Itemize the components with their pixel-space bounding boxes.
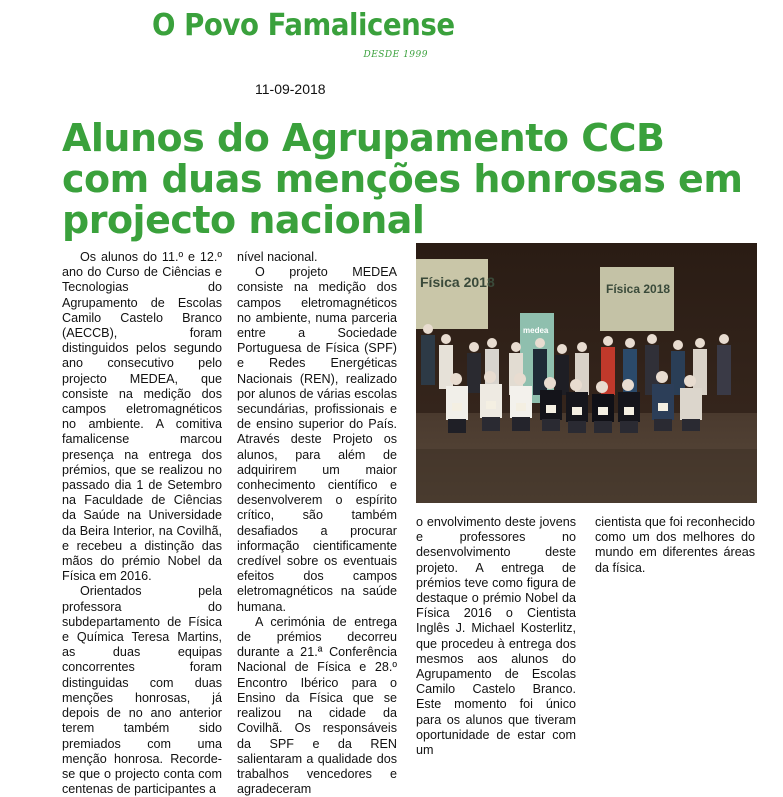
screen-left-label: Física 2018: [420, 274, 495, 290]
article-headline: Alunos do Agrupamento CCB com duas menções honrosas em projecto nacional: [62, 116, 743, 242]
paragraph: nível nacional.: [237, 250, 318, 264]
article-column-1: [62, 250, 222, 797]
article-column-2: [237, 250, 397, 797]
screen-left: [416, 259, 488, 329]
article-column-4: [595, 515, 755, 576]
article-column-3: [416, 515, 576, 758]
article-photo: [416, 243, 757, 503]
newspaper-since: DESDE 1999: [363, 50, 428, 60]
screen-right: [600, 267, 674, 331]
paragraph: Os alunos do 11.º e 12.º ano do Curso de Ciências e Tecnologias do Agrupamento de Escolas Camilo Castelo Branco (AECCB), foram distinguidos pelos segundo ano consecutivo pelo projecto MEDEA, que consiste na medição dos campos eletromagnéticos no ambiente. A comitiva famalicense marcou presença na entrega dos prémios, que se realizou no passado dia 1 de Setembro na Faculdade de Ciências da Saúde na Universidade da Beira Interior, na Covilhã, e recebeu a distinção das mãos do prémio Nobel da Física em 2016.: [62, 250, 222, 584]
screen-right-label: Física 2018: [606, 282, 671, 296]
paragraph: cientista que foi reconhecido como um dos melhores do mundo em diferentes áreas da física.: [595, 515, 755, 575]
masthead: [152, 8, 455, 64]
newspaper-name: O Povo Famalicense: [152, 8, 455, 43]
paragraph: o envolvimento deste jovens e professores no desenvolvimento deste projeto. A entrega de prémios teve como figura de destaque o prémio Nobel da Física 2016 o Cientista Inglês J. Michael Kosterlitz, que procedeu à entrega dos mesmos aos alunos do Agrupamento de Escolas Camilo Castelo Branco. Este momento foi único para os alunos que tiveram oportunidade de estar com um: [416, 515, 576, 758]
paragraph: O projeto MEDEA consiste na medição dos campos eletromagnéticos no ambiente, numa parceria entre a Sociedade Portuguesa de Física (SPF) e Redes Energéticas Nacionais (REN), realizado por alunos de várias escolas secundárias, profissionais e de ensino superior do País. Através deste Projeto os alunos, para além de adquirirem um maior conhecimento científico e desenvolverem o espírito crítico, são também desafiados a procurar informação cientificamente credível sobre os eventuais efeitos dos campos eletromagnéticos na saúde humana.: [237, 265, 397, 614]
paragraph: A cerimónia de entrega de prémios decorreu durante a 21.ª Conferência Nacional de Física e 28.º Encontro Ibérico para o Ensino da Física que se realizou na cidade da Covilhã. Os responsáveis da SPF e da REN salientaram a qualidade dos trabalhos vencedores e agradeceram: [237, 614, 397, 797]
banner-label: medea: [523, 326, 549, 335]
group-photo-illustration: [416, 243, 757, 503]
paragraph: Orientados pela professora do subdepartamento de Física e Química Teresa Martins, as duas equipas concorrentes foram distinguidas com duas menções honrosas, já depois de no ano anterior terem também sido premiados com uma menção honrosa. Recorde-se que o projecto conta com centenas de participantes a: [62, 584, 222, 797]
article-date: 11-09-2018: [255, 81, 326, 97]
